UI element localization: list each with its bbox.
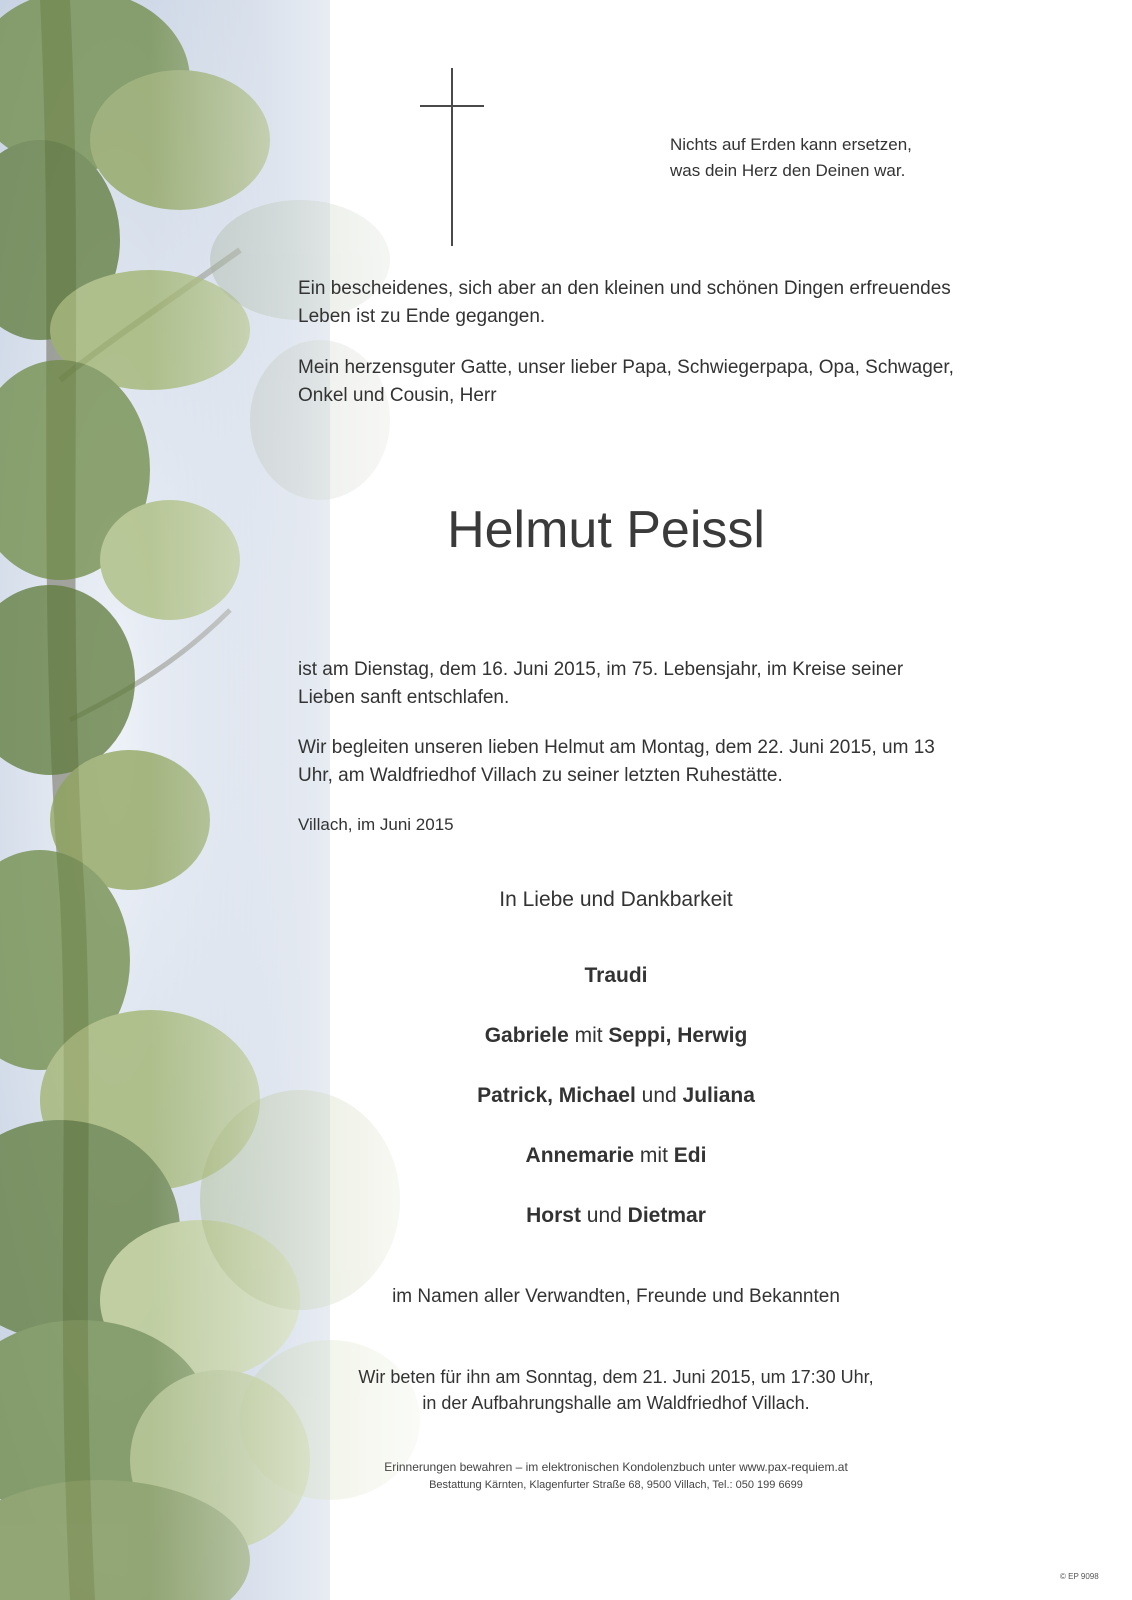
mourner-name: Horst — [526, 1204, 581, 1227]
intro-paragraph-2: Mein herzensguter Gatte, unser lieber Papa, Schwiegerpapa, Opa, Schwager, Onkel und Cousin, Herr — [298, 357, 954, 406]
mourner-name: Edi — [673, 1144, 707, 1167]
prayer-line-1: Wir beten für ihn am Sonntag, dem 21. Juni 2015, um 17:30 Uhr, — [358, 1367, 874, 1387]
quote-line-2: was dein Herz den Deinen war. — [670, 161, 906, 180]
mourner-name: Gabriele — [484, 1024, 569, 1047]
mourner-line — [0, 964, 1132, 988]
mourner-name: Seppi, Herwig — [608, 1024, 748, 1047]
prayer-announcement — [0, 1364, 1132, 1416]
mourner-name: Juliana — [682, 1084, 755, 1107]
mourners-heading: In Liebe und Dankbarkeit — [499, 888, 733, 911]
cross-icon — [420, 68, 484, 248]
mourner-name: Patrick, Michael — [477, 1084, 636, 1107]
prayer-line-2: in der Aufbahrungshalle am Waldfriedhof Villach. — [422, 1393, 810, 1413]
footer-undertaker-address: Bestattung Kärnten, Klagenfurter Straße 68, 9500 Villach, Tel.: 050 199 6699 — [429, 1479, 803, 1491]
passing-announcement: ist am Dienstag, dem 16. Juni 2015, im 75. Lebensjahr, im Kreise seiner Lieben sanft entschlafen. — [298, 659, 904, 708]
mourner-name: Dietmar — [627, 1204, 706, 1227]
mourner-name: Annemarie — [525, 1144, 635, 1167]
quote-line-1: Nichts auf Erden kann ersetzen, — [670, 135, 912, 154]
mourners-closing: im Namen aller Verwandten, Freunde und Bekannten — [392, 1286, 840, 1307]
print-code: © EP 9098 — [1060, 1572, 1099, 1581]
mourner-line — [0, 1204, 1132, 1228]
footer-condolence-note: Erinnerungen bewahren – im elektronischen Kondolenzbuch unter www.pax-requiem.at — [384, 1460, 848, 1474]
mourner-line — [0, 1084, 1132, 1108]
mourner-line — [0, 1144, 1132, 1168]
place-date: Villach, im Juni 2015 — [298, 815, 454, 834]
mourner-connector: und — [635, 1084, 683, 1107]
deceased-name: Helmut Peissl — [447, 501, 765, 559]
mourner-name: Traudi — [584, 964, 648, 987]
intro-paragraph-1: Ein bescheidenes, sich aber an den kleinen und schönen Dingen erfreuendes Leben ist zu Ende gegangen. — [298, 278, 951, 327]
mourner-connector: und — [580, 1204, 628, 1227]
mourner-line — [0, 1024, 1132, 1048]
memorial-quote — [670, 132, 970, 184]
mourner-connector: mit — [634, 1144, 674, 1167]
mourner-connector: mit — [568, 1024, 609, 1047]
funeral-announcement: Wir begleiten unseren lieben Helmut am Montag, dem 22. Juni 2015, um 13 Uhr, am Waldfriedhof Villach zu seiner letzten Ruhestätte. — [298, 737, 935, 786]
